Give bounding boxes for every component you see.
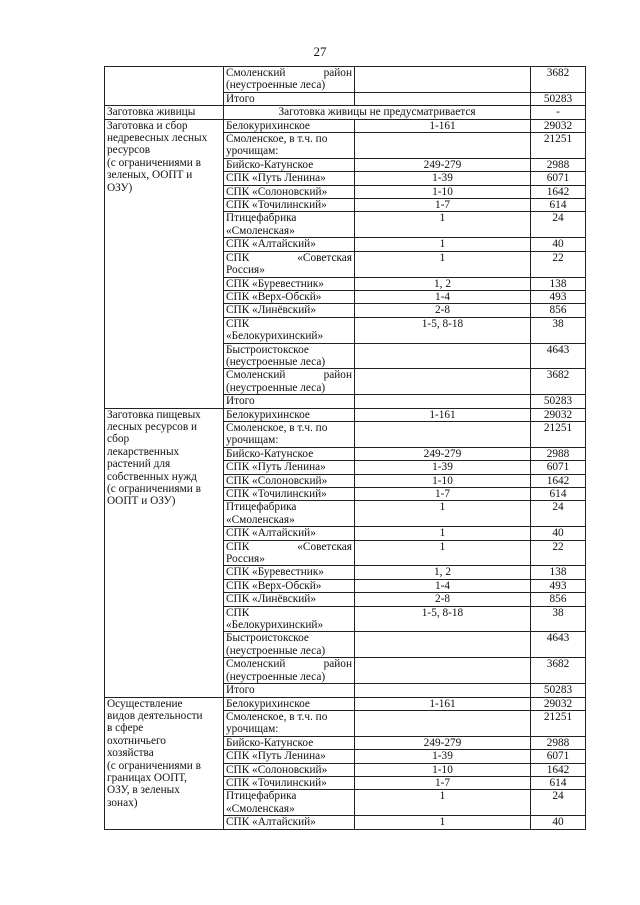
locality-name-part: Смоленский bbox=[226, 658, 286, 671]
area-cell: 21251 bbox=[531, 133, 586, 159]
area-cell: 29032 bbox=[531, 697, 586, 710]
locality-cell bbox=[224, 710, 355, 736]
locality-name-line bbox=[226, 541, 352, 553]
locality-name-line: Птицефабрика bbox=[226, 212, 297, 225]
activity-line: ООПТ и ОЗУ) bbox=[107, 495, 176, 508]
locality-cell: СПК «Путь Ленина» bbox=[224, 172, 355, 185]
table-row bbox=[105, 119, 586, 132]
locality-cell: Итого bbox=[224, 684, 355, 697]
locality-name-line: Смоленское, в т.ч. по bbox=[226, 710, 328, 723]
quarters-cell: 1-39 bbox=[355, 461, 531, 474]
locality-cell bbox=[224, 790, 355, 816]
quarters-cell: 1-5, 8-18 bbox=[355, 606, 531, 632]
area-cell: 21251 bbox=[531, 421, 586, 447]
locality-cell bbox=[224, 343, 355, 369]
quarters-cell: 1 bbox=[355, 790, 531, 816]
locality-name-line: (неустроенные леса) bbox=[226, 355, 326, 368]
activity-cell: Заготовка живицы bbox=[105, 106, 224, 119]
locality-name-line: Быстроистокское bbox=[226, 632, 309, 645]
locality-cell: СПК «Алтайский» bbox=[224, 238, 355, 251]
locality-cell: СПК «Путь Ленина» bbox=[224, 461, 355, 474]
quarters-cell: 249-279 bbox=[355, 736, 531, 749]
locality-name-part: Смоленский bbox=[226, 67, 286, 79]
quarters-cell: 1 bbox=[355, 527, 531, 540]
locality-name-line: Птицефабрика bbox=[226, 790, 297, 803]
locality-cell: СПК «Солоновский» bbox=[224, 763, 355, 776]
activity-cell bbox=[105, 697, 224, 829]
locality-name-part: СПК bbox=[226, 251, 250, 264]
locality-name-part: район bbox=[323, 658, 352, 671]
quarters-cell: 1 bbox=[355, 238, 531, 251]
locality-cell: СПК «Верх-Обскй» bbox=[224, 290, 355, 303]
activity-line: Заготовка и сбор bbox=[107, 119, 188, 132]
area-cell: 38 bbox=[531, 606, 586, 632]
area-cell: 6071 bbox=[531, 172, 586, 185]
activity-line: растений для bbox=[107, 458, 171, 471]
area-cell: 614 bbox=[531, 488, 586, 501]
locality-cell: СПК «Линёвский» bbox=[224, 593, 355, 606]
area-cell: 22 bbox=[531, 251, 586, 277]
quarters-cell: 1 bbox=[355, 251, 531, 277]
area-cell: - bbox=[531, 106, 586, 119]
area-cell: 3682 bbox=[531, 658, 586, 684]
locality-cell: СПК «Точилинский» bbox=[224, 776, 355, 789]
quarters-cell bbox=[355, 133, 531, 159]
locality-name-line: Смоленское, в т.ч. по bbox=[226, 133, 328, 146]
area-cell: 4643 bbox=[531, 632, 586, 658]
forestry-table bbox=[104, 66, 586, 830]
activity-line: (с ограничениями в bbox=[107, 483, 201, 495]
activity-line: видов деятельности bbox=[107, 709, 203, 722]
area-cell: 38 bbox=[531, 317, 586, 343]
area-cell: 21251 bbox=[531, 710, 586, 736]
locality-name-line bbox=[226, 67, 352, 79]
quarters-cell: 1-4 bbox=[355, 290, 531, 303]
quarters-cell: 2-8 bbox=[355, 304, 531, 317]
locality-name-line: Быстроистокское bbox=[226, 343, 309, 356]
area-cell: 24 bbox=[531, 212, 586, 238]
quarters-cell: 1-5, 8-18 bbox=[355, 317, 531, 343]
locality-cell: СПК «Солоновский» bbox=[224, 474, 355, 487]
area-cell: 2988 bbox=[531, 736, 586, 749]
locality-cell: СПК «Путь Ленина» bbox=[224, 750, 355, 763]
locality-cell bbox=[224, 317, 355, 343]
quarters-cell bbox=[355, 684, 531, 697]
locality-name-line: Птицефабрика bbox=[226, 501, 297, 514]
activity-line: Заготовка пищевых bbox=[107, 408, 201, 421]
locality-name-line: «Смоленская» bbox=[226, 802, 295, 815]
quarters-cell bbox=[355, 369, 531, 395]
locality-cell: СПК «Точилинский» bbox=[224, 488, 355, 501]
quarters-cell: 1-7 bbox=[355, 776, 531, 789]
area-cell: 50283 bbox=[531, 684, 586, 697]
activity-line: ресурсов bbox=[107, 144, 151, 157]
area-cell: 493 bbox=[531, 579, 586, 592]
locality-cell: Белокурихинское bbox=[224, 119, 355, 132]
area-cell: 1642 bbox=[531, 185, 586, 198]
quarters-cell: 1-10 bbox=[355, 474, 531, 487]
locality-name-line: урочищам: bbox=[226, 145, 279, 158]
quarters-cell: 1 bbox=[355, 212, 531, 238]
quarters-cell: 1 bbox=[355, 816, 531, 829]
locality-name-line bbox=[226, 252, 352, 264]
quarters-cell: 249-279 bbox=[355, 158, 531, 171]
locality-cell: Белокурихинское bbox=[224, 697, 355, 710]
area-cell: 856 bbox=[531, 304, 586, 317]
locality-cell: Бийско-Катунское bbox=[224, 447, 355, 460]
quarters-cell: 1-39 bbox=[355, 750, 531, 763]
area-cell: 29032 bbox=[531, 408, 586, 421]
table-row bbox=[105, 106, 586, 119]
locality-name-line: СПК bbox=[226, 606, 250, 619]
activity-line: лесных ресурсов и bbox=[107, 420, 198, 433]
table-row bbox=[105, 67, 586, 93]
quarters-cell: 1-10 bbox=[355, 763, 531, 776]
locality-name-line: (неустроенные леса) bbox=[226, 381, 326, 394]
locality-name-line: урочищам: bbox=[226, 434, 279, 447]
locality-cell bbox=[224, 133, 355, 159]
locality-name-line: «Белокурихинский» bbox=[226, 619, 324, 632]
locality-name-line: Смоленское, в т.ч. по bbox=[226, 421, 328, 434]
locality-name-line: (неустроенные леса) bbox=[226, 670, 326, 683]
locality-name-line: (неустроенные леса) bbox=[226, 79, 326, 92]
quarters-cell: 1-161 bbox=[355, 408, 531, 421]
section-note: Заготовка живицы не предусматривается bbox=[224, 106, 531, 119]
quarters-cell: 1-7 bbox=[355, 488, 531, 501]
area-cell: 2988 bbox=[531, 447, 586, 460]
activity-line: ОЗУ) bbox=[107, 181, 133, 194]
area-cell: 3682 bbox=[531, 67, 586, 93]
area-cell: 856 bbox=[531, 593, 586, 606]
locality-name-line: урочищам: bbox=[226, 723, 279, 736]
quarters-cell bbox=[355, 67, 531, 93]
locality-cell: СПК «Буревестник» bbox=[224, 277, 355, 290]
area-cell: 493 bbox=[531, 290, 586, 303]
locality-name-part: СПК bbox=[226, 540, 250, 553]
activity-cell bbox=[105, 119, 224, 408]
locality-cell: Бийско-Катунское bbox=[224, 158, 355, 171]
activity-cell bbox=[105, 67, 224, 106]
activity-cell bbox=[105, 408, 224, 697]
locality-cell: СПК «Верх-Обскй» bbox=[224, 579, 355, 592]
quarters-cell bbox=[355, 632, 531, 658]
locality-name-part: «Советская bbox=[297, 251, 352, 264]
area-cell: 24 bbox=[531, 501, 586, 527]
activity-line: сбор bbox=[107, 433, 130, 446]
area-cell: 138 bbox=[531, 566, 586, 579]
locality-name-part: район bbox=[323, 369, 352, 382]
locality-name-part: «Советская bbox=[297, 540, 352, 553]
activity-line: зеленых, ООПТ и bbox=[107, 169, 193, 182]
locality-name-line: Россия» bbox=[226, 264, 265, 277]
activity-line: в сфере bbox=[107, 722, 144, 735]
quarters-cell bbox=[355, 658, 531, 684]
locality-cell: Итого bbox=[224, 395, 355, 408]
locality-name-line: «Смоленская» bbox=[226, 224, 295, 237]
quarters-cell: 1-7 bbox=[355, 199, 531, 212]
locality-cell: СПК «Линёвский» bbox=[224, 304, 355, 317]
locality-name-line: «Смоленская» bbox=[226, 513, 295, 526]
quarters-cell bbox=[355, 421, 531, 447]
activity-line: недревесных лесных bbox=[107, 132, 208, 145]
locality-cell: СПК «Буревестник» bbox=[224, 566, 355, 579]
locality-cell bbox=[224, 501, 355, 527]
locality-name-line bbox=[226, 658, 352, 670]
locality-name-part: Смоленский bbox=[226, 369, 286, 382]
quarters-cell: 2-8 bbox=[355, 593, 531, 606]
locality-cell: СПК «Точилинский» bbox=[224, 199, 355, 212]
quarters-cell: 1-161 bbox=[355, 697, 531, 710]
locality-cell bbox=[224, 421, 355, 447]
area-cell: 138 bbox=[531, 277, 586, 290]
activity-line: границах ООПТ, bbox=[107, 771, 187, 784]
area-cell: 3682 bbox=[531, 369, 586, 395]
locality-cell: СПК «Алтайский» bbox=[224, 527, 355, 540]
activity-line: (с ограничениями в bbox=[107, 759, 201, 772]
area-cell: 2988 bbox=[531, 158, 586, 171]
quarters-cell: 1-4 bbox=[355, 579, 531, 592]
area-cell: 50283 bbox=[531, 92, 586, 105]
locality-cell bbox=[224, 632, 355, 658]
area-cell: 24 bbox=[531, 790, 586, 816]
locality-cell: СПК «Алтайский» bbox=[224, 816, 355, 829]
locality-cell: Итого bbox=[224, 92, 355, 105]
activity-line: Осуществление bbox=[107, 697, 183, 710]
locality-cell bbox=[224, 606, 355, 632]
area-cell: 29032 bbox=[531, 119, 586, 132]
quarters-cell: 1 bbox=[355, 540, 531, 566]
activity-line: ОЗУ, в зеленых bbox=[107, 784, 180, 797]
page-number: 27 bbox=[313, 44, 327, 59]
area-cell: 50283 bbox=[531, 395, 586, 408]
table-row bbox=[105, 697, 586, 710]
locality-cell bbox=[224, 251, 355, 277]
locality-name-line bbox=[226, 369, 352, 381]
quarters-cell: 1-39 bbox=[355, 172, 531, 185]
area-cell: 6071 bbox=[531, 461, 586, 474]
quarters-cell bbox=[355, 343, 531, 369]
quarters-cell bbox=[355, 710, 531, 736]
area-cell: 1642 bbox=[531, 474, 586, 487]
locality-name-line: Россия» bbox=[226, 553, 265, 566]
locality-cell: Белокурихинское bbox=[224, 408, 355, 421]
quarters-cell: 1-161 bbox=[355, 119, 531, 132]
activity-line: (с ограничениями в bbox=[107, 156, 201, 169]
activity-line: собственных нужд bbox=[107, 470, 197, 483]
activity-line: охотничьего bbox=[107, 734, 166, 747]
locality-cell bbox=[224, 67, 355, 93]
area-cell: 40 bbox=[531, 238, 586, 251]
locality-name-part: район bbox=[323, 67, 352, 79]
area-cell: 1642 bbox=[531, 763, 586, 776]
locality-cell bbox=[224, 369, 355, 395]
activity-line: зонах) bbox=[107, 796, 138, 809]
area-cell: 614 bbox=[531, 776, 586, 789]
locality-name-line: СПК bbox=[226, 317, 250, 330]
area-cell: 40 bbox=[531, 527, 586, 540]
quarters-cell: 1 bbox=[355, 501, 531, 527]
quarters-cell: 1-10 bbox=[355, 185, 531, 198]
locality-name-line: «Белокурихинский» bbox=[226, 330, 324, 343]
area-cell: 614 bbox=[531, 199, 586, 212]
quarters-cell: 1, 2 bbox=[355, 277, 531, 290]
locality-name-line: (неустроенные леса) bbox=[226, 644, 326, 657]
activity-line: хозяйства bbox=[107, 747, 154, 760]
locality-cell bbox=[224, 540, 355, 566]
locality-cell: СПК «Солоновский» bbox=[224, 185, 355, 198]
locality-cell bbox=[224, 212, 355, 238]
quarters-cell: 1, 2 bbox=[355, 566, 531, 579]
area-cell: 6071 bbox=[531, 750, 586, 763]
area-cell: 4643 bbox=[531, 343, 586, 369]
quarters-cell bbox=[355, 92, 531, 105]
locality-cell bbox=[224, 658, 355, 684]
area-cell: 22 bbox=[531, 540, 586, 566]
table-row bbox=[105, 408, 586, 421]
quarters-cell: 249-279 bbox=[355, 447, 531, 460]
locality-cell: Бийско-Катунское bbox=[224, 736, 355, 749]
quarters-cell bbox=[355, 395, 531, 408]
activity-line: лекарственных bbox=[107, 445, 180, 458]
area-cell: 40 bbox=[531, 816, 586, 829]
